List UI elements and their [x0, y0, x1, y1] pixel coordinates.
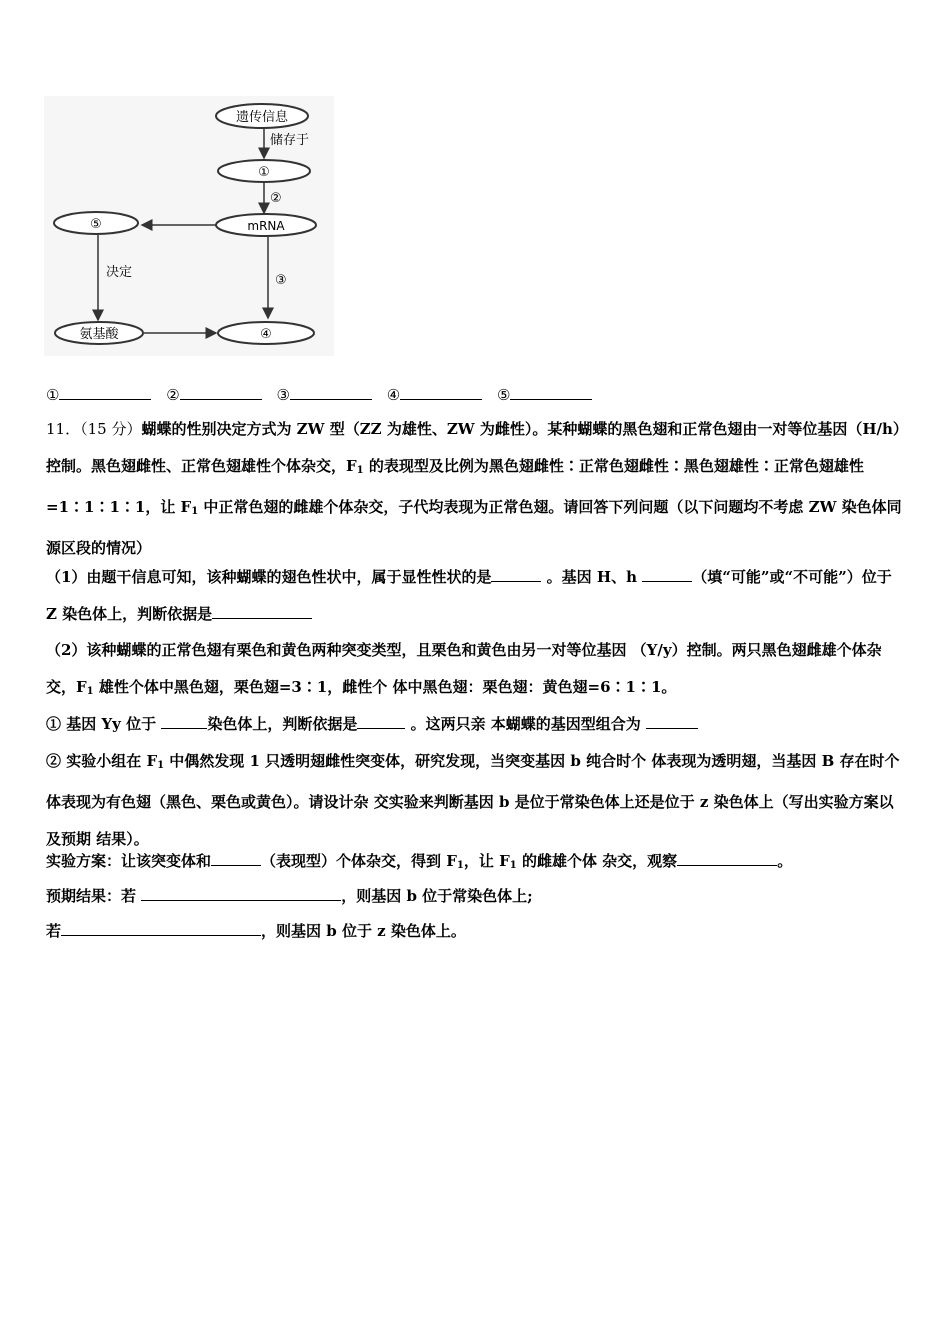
node-genetic-info — [216, 104, 308, 128]
sub-question-1 — [46, 706, 906, 743]
node-mrna — [216, 214, 316, 236]
plan-text-c: ，让 — [463, 852, 500, 870]
blank-observe[interactable] — [677, 850, 777, 866]
sub-question-2 — [46, 743, 906, 858]
blank-reason[interactable] — [212, 603, 312, 619]
blank-genotype[interactable] — [646, 713, 698, 729]
f1-label: F — [499, 852, 510, 870]
label-2: ② — [270, 191, 282, 206]
answer-blank-4[interactable]: ④ — [387, 386, 482, 404]
svg-text:氨基酸: 氨基酸 — [79, 327, 119, 342]
blank-possible[interactable] — [642, 566, 692, 582]
svg-text:⑤: ⑤ — [90, 217, 102, 232]
f1-label: F — [346, 457, 357, 475]
plan-text-e: 。 — [777, 852, 793, 870]
f1-label: F — [446, 852, 457, 870]
blank-chromosome[interactable] — [161, 713, 207, 729]
svg-text:遗传信息: 遗传信息 — [235, 110, 289, 125]
question-11-stem — [46, 411, 906, 567]
svg-text:④: ④ — [260, 327, 272, 342]
blank-result-2[interactable] — [61, 920, 261, 936]
sub-1-text-b: 染色体上，判断依据是 — [207, 715, 358, 733]
node-amino-acid — [55, 322, 143, 344]
result-1-text-b: ，则基因 b 位于常染色体上; — [341, 887, 533, 905]
part-2 — [46, 632, 906, 710]
node-1 — [218, 160, 310, 182]
node-4 — [218, 322, 314, 344]
answer-blank-3[interactable]: ③ — [276, 386, 371, 404]
answer-blanks-row — [46, 384, 602, 404]
answer-blank-5[interactable]: ⑤ — [497, 386, 592, 404]
result-2-text-a: 若 — [46, 922, 62, 940]
part-1-text-c: （填“可能”或“不可能”）位于 Z 染色体上，判断依据是 — [46, 568, 892, 623]
blank-dominant-trait[interactable] — [491, 566, 541, 582]
result-1-text-a: 预期结果：若 — [46, 887, 142, 905]
genetic-info-flow-diagram — [44, 96, 334, 356]
f1-subscript: 1 — [356, 465, 364, 476]
plan-text-d: 的雌雄个体 杂交，观察 — [516, 852, 678, 870]
f1-label: F — [76, 678, 87, 696]
question-number: 11． — [46, 420, 81, 438]
blank-phenotype[interactable] — [211, 850, 261, 866]
part-2-text-b: 雄性个体中黑色翅，栗色翅=3∶1，雌性个 体中黑色翅：栗色翅：黄色翅=6∶1∶1。 — [93, 678, 677, 696]
sub-2-text-a: ② 实验小组在 — [46, 752, 147, 770]
label-decide: 决定 — [106, 265, 133, 280]
svg-text:①: ① — [258, 165, 270, 180]
part-1 — [46, 559, 906, 633]
part-2-text-a: （2）该种蝴蝶的正常色翅有栗色和黄色两种突变类型，且栗色和黄色由另一对等位基因 （Y/y）控制。两只黑色翅雌雄个体杂交， — [46, 641, 882, 696]
sub-1-text-c: 。这两只亲 本蝴蝶的基因型组合为 — [405, 715, 647, 733]
f1-subscript: 1 — [456, 860, 464, 871]
node-5 — [54, 212, 138, 234]
result-2-text-b: ，则基因 b 位于 z 染色体上。 — [261, 922, 466, 940]
expected-result-1 — [46, 878, 906, 915]
answer-blank-1[interactable]: ① — [46, 386, 151, 404]
label-store: 储存于 — [270, 133, 310, 148]
plan-text-a: 实验方案：让该突变体和 — [46, 852, 212, 870]
f1-subscript: 1 — [86, 686, 94, 697]
question-score: （15 分） — [80, 420, 142, 438]
expected-result-2 — [46, 913, 906, 950]
f1-label: F — [146, 752, 158, 770]
f1-subscript: 1 — [157, 760, 165, 771]
f1-subscript: 1 — [191, 506, 199, 517]
sub-1-text-a: ① 基因 Yy 位于 — [46, 715, 162, 733]
stem-part-3: 中正常色翅的雌雄个体杂交，子代均表现为正常色翅。请回答下列问题（以下问题均不考虑 ZW 染色体同源区段的情况） — [46, 498, 902, 557]
f1-label: F — [180, 498, 192, 516]
plan-text-b: （表现型）个体杂交，得到 — [261, 852, 447, 870]
blank-basis[interactable] — [357, 713, 405, 729]
part-1-text-b: 。基因 H、h — [541, 568, 643, 586]
stem-part-1: 蝴蝶的性别决定方式为 ZW 型（ZZ 为雄性、ZW 为雌性）。某种蝴蝶的黑色翅和正常色翅由一对等位基因（H/h）控制。黑色翅雌性、正常色翅雄性个体杂交， — [46, 420, 901, 475]
stem-part-2: 的表现型及比例为黑色翅雌性∶正常色翅雌性∶黑色翅雄性∶正常色翅雄性=1∶1∶1∶1，让 — [46, 457, 864, 516]
answer-blank-2[interactable]: ② — [166, 386, 261, 404]
svg-text:mRNA: mRNA — [247, 219, 285, 233]
label-3: ③ — [275, 273, 287, 288]
f1-subscript: 1 — [509, 860, 517, 871]
blank-result-1[interactable] — [141, 885, 341, 901]
part-1-text-a: （1）由题干信息可知，该种蝴蝶的翅色性状中，属于显性性状的是 — [46, 568, 492, 586]
sub-2-text-b: 中偶然发现 1 只透明翅雌性突变体，研究发现，当突变基因 b 纯合时个 体表现为透明翅，当基因 B 存在时个体表现为有色翅（黑色、栗色或黄色）。请设计杂 交实验来判断基因 b 是位于常染色体上还是位于 z 染色体上（写出实验方案以及预期 结果）。 — [46, 752, 900, 848]
